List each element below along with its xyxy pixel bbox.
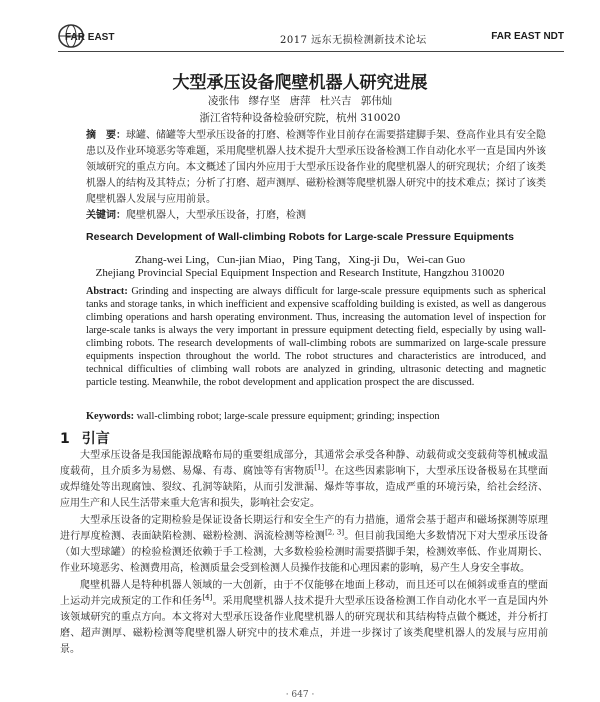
authors-cn	[0, 93, 600, 108]
section-body	[60, 448, 548, 659]
page-header	[58, 24, 564, 50]
conference-title: 2017 远东无损检测新技术论坛	[280, 35, 427, 46]
abstract-cn	[86, 128, 546, 208]
paper-title-en: Research Development of Wall-climbing Robots for Large-scale Pressure Equipments	[86, 231, 514, 243]
abstract-cn-text: 球罐、储罐等大型承压设备的打磨、检测等作业目前存在需要搭建脚手架、登高作业具有安全隐患以及作业环境恶劣等难题，采用爬壁机器人技术提升大型承压设备检测工作自动化水平一直是国内外该领域研究的重点方向。本文概述了国内外应用于大型承压设备作业的爬壁机器人的研究现状；介绍了该类机器人的结构及其特点；分析了打磨、超声测厚、磁粉检测等爬壁机器人研究中的技术难点；探讨了该类爬壁机器人发展与应用前景。	[86, 130, 546, 205]
paragraph-text: 爬壁机器人是特种机器人领域的一大创新，由于不仅能够在地面上移动，而且还可以在倾斜或垂直的壁面上运动并完成预定的工作和任务	[60, 580, 548, 607]
abstract-en-label: Abstract:	[86, 286, 128, 297]
keywords-cn-text: 爬壁机器人，大型承压设备，打磨，检测	[126, 210, 306, 221]
paragraph	[60, 513, 548, 577]
citation: [1]	[314, 463, 325, 472]
organization-name: FAR EAST NDT	[491, 31, 564, 42]
section-heading	[60, 428, 110, 448]
author-cn: 杜兴吉	[319, 95, 352, 107]
abstract-en-text: Grinding and inspecting are always difficult for large-scale pressure equipments such as spherical tanks and storage tanks, in which inefficient and expensive scaffolding building is existed, as well as dangerous climbing operations and harsh operating environment. Thus, increasing the automation level of inspection for large-scale tanks is always the very important in pressure equipment detecting field, especially by using wall-climbing robots. The research developments of wall-climbing robots are summarized on large-scale pressure equipments inspection throughout the world. The robot structures and characteristics are introduced, and technical difficulties of climbing wall robots are analyzed in grinding, ultrasonic detecting and magnetic particle testing. Meanwhile, the robot development and application prospect the are discussed.	[86, 286, 546, 388]
header-rule	[58, 51, 564, 52]
authors-en: Zhang-wei Ling，Cun-jian Miao，Ping Tang，Xing-ji Du，Wei-can Guo	[134, 254, 466, 266]
citation: [2, 3]	[325, 528, 345, 537]
affiliation-cn: 浙江省特种设备检验研究院，杭州 310020	[199, 112, 401, 124]
paragraph	[60, 578, 548, 658]
paragraph-text: 。在这些因素影响下，大型承压设备极易在其壁面或焊缝处等出现腐蚀、裂纹、孔洞等缺陷，从而引发泄漏、爆炸等事故，造成严重的环境污染，给社会经济、应用生产和人民生活带来重大危害和损失，影响社会安定。	[60, 466, 548, 509]
section-title: 引言	[81, 431, 110, 447]
conference-logo	[58, 24, 120, 48]
abstract-en	[86, 285, 546, 389]
citation: [4]	[202, 593, 213, 602]
paragraph-text: 大型承压设备是我国能源战略布局的重要组成部分，其通常会承受各种静、动载荷或交变载荷等机械或温度载荷，且介质多为易燃、易爆、有毒、腐蚀等有害物质	[60, 450, 548, 477]
author-cn: 郭伟灿	[360, 95, 393, 107]
paragraph-text: 大型承压设备的定期检验是保证设备长期运行和安全生产的有力措施，通常会基于超声和磁场探测等原理进行厚度检测、表面缺陷检测、磁粉检测、涡流检测等检测	[60, 515, 548, 542]
paper-title-cn: 大型承压设备爬壁机器人研究进展	[172, 73, 428, 93]
author-cn: 唐萍	[289, 95, 311, 107]
keywords-en	[86, 410, 546, 423]
affiliation-en: Zhejiang Provincial Special Equipment Inspection and Research Institute, Hangzhou 310020	[95, 267, 505, 279]
keywords-en-label: Keywords:	[86, 411, 135, 422]
keywords-cn-label: 关键词：	[86, 210, 126, 221]
author-cn: 凌张伟	[207, 95, 240, 107]
paragraph	[60, 448, 548, 512]
keywords-en-text: wall-climbing robot; large-scale pressure equipment; grinding; inspection	[136, 411, 440, 422]
logo-text: FAR EAST	[65, 32, 115, 43]
author-cn: 缪存坚	[248, 95, 281, 107]
paragraph-text: 。但目前我国绝大多数情况下对大型承压设备（如大型球罐）的检验检测还依赖于手工检测，大多数检验检测时需要搭脚手架，检测效率低、作业周期长、作业环境恶劣、检测费用高，检测质量会受到检测人员操作技能和心理因素的影响，易产生人身安全事故。	[60, 531, 548, 574]
paragraph-text: 。采用爬壁机器人技术提升大型承压设备检测工作自动化水平一直是国内外该领域研究的重点方向。本文将对大型承压设备作业爬壁机器人的研究现状和其结构特点做个概述，并分析打磨、超声测厚、磁粉检测等爬壁机器人研究中的技术难点，并进一步探讨了该类爬壁机器人的发展与应用前景。	[60, 596, 548, 655]
abstract-cn-label: 摘 要：	[86, 130, 126, 141]
section-number: 1	[60, 431, 70, 447]
page-number: · 647 ·	[285, 690, 315, 700]
keywords-cn	[86, 208, 546, 224]
